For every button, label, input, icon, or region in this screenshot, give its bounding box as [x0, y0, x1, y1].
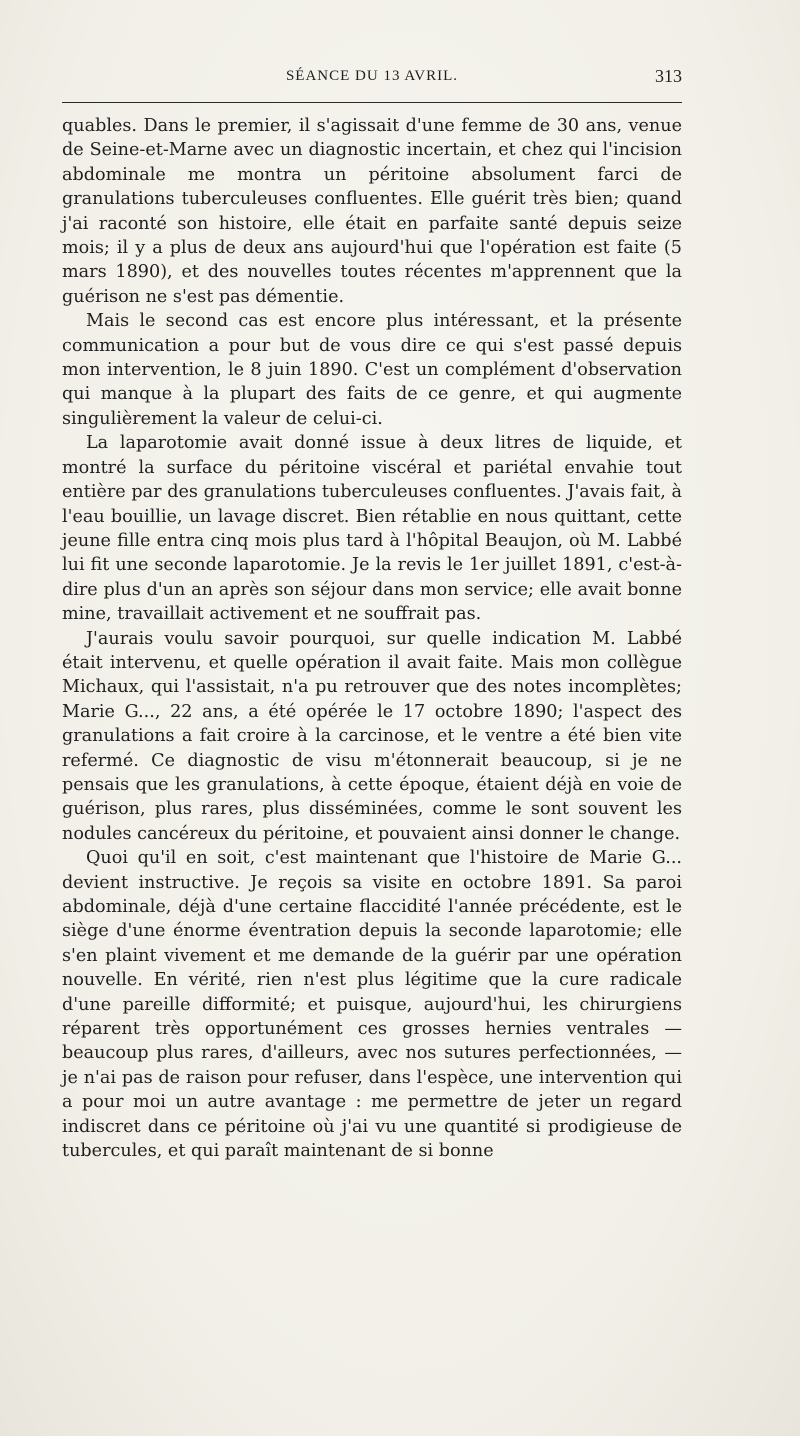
page-number: 313: [655, 66, 682, 86]
page-header: [62, 64, 682, 92]
paragraph-1: quables. Dans le premier, il s'agissait d'une femme de 30 ans, venue de Seine-et-Marne avec un diagnostic incertain, et chez qui l'incision abdominale me montra un péritoine absolument farci de granulations tuberculeuses confluentes. Elle guérit très bien; quand j'ai raconté son histoire, elle était en parfaite santé depuis seize mois; il y a plus de deux ans aujourd'hui que l'opération est faite (5 mars 1890), et des nouvelles toutes récentes m'apprennent que la guérison ne s'est pas démentie.: [62, 116, 682, 307]
header-rule: [62, 102, 682, 103]
running-head: SÉANCE DU 13 AVRIL.: [285, 68, 459, 84]
body-text: [62, 114, 682, 1163]
paragraph-2: Mais le second cas est encore plus intéressant, et la présente communication a pour but de vous dire ce qui s'est passé depuis mon intervention, le 8 juin 1890. C'est un complément d'observation qui manque à la plupart des faits de ce genre, et qui augmente singulièrement la valeur de celui-ci.: [62, 311, 682, 429]
paragraph-4: J'aurais voulu savoir pourquoi, sur quelle indication M. Labbé était intervenu, et quelle opération il avait faite. Mais mon collègue Michaux, qui l'assistait, n'a pu retrouver que des notes incomplètes; Marie G..., 22 ans, a été opérée le 17 octobre 1890; l'aspect des granulations a fait croire à la carcinose, et le ventre a été bien vite refermé. Ce diagnostic de visu m'étonnerait beaucoup, si je ne pensais que les granulations, à cette époque, étaient déjà en voie de guérison, plus rares, plus disséminées, comme le sont souvent les nodules cancéreux du péritoine, et pouvaient ainsi donner le change.: [62, 628, 682, 844]
paragraph-3: La laparotomie avait donné issue à deux litres de liquide, et montré la surface du péritoine viscéral et pariétal envahie tout entière par des granulations tuberculeuses confluentes. J'avais fait, à l'eau bouillie, un lavage discret. Bien rétablie en nous quittant, cette jeune fille entra cinq mois plus tard à l'hôpital Beaujon, où M. Labbé lui fit une seconde laparotomie. Je la revis le 1er juillet 1891, c'est-à-dire plus d'un an après son séjour dans mon service; elle avait bonne mine, travaillait activement et ne souffrait pas.: [62, 433, 682, 625]
paragraph-5: Quoi qu'il en soit, c'est maintenant que l'histoire de Marie G... devient instructive. Je reçois sa visite en octobre 1891. Sa paroi abdominale, déjà d'une certaine flaccidité l'année précédente, est le siège d'une énorme éventration depuis la seconde laparotomie; elle s'en plaint vivement et me demande de la guérir par une opération nouvelle. En vérité, rien n'est plus légitime que la cure radicale d'une pareille difformité; et puisque, aujourd'hui, les chirurgiens réparent très opportunément ces grosses hernies ventrales — beaucoup plus rares, d'ailleurs, avec nos sutures perfectionnées, — je n'ai pas de raison pour refuser, dans l'espèce, une intervention qui a pour moi un autre avantage : me permettre de jeter un regard indiscret dans ce péritoine où j'ai vu une quantité si prodigieuse de tubercules, et qui paraît maintenant de si bonne: [62, 848, 682, 1162]
